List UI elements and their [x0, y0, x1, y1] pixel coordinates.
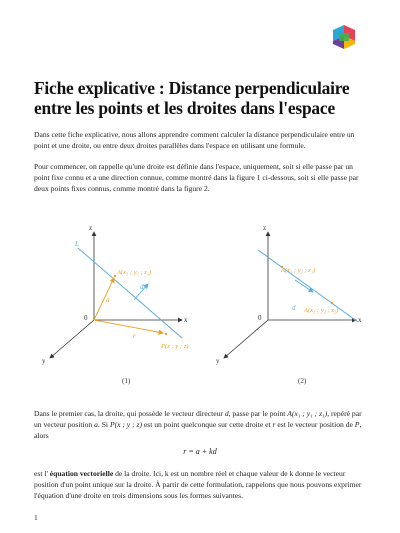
fig2-y-axis: [224, 320, 268, 358]
fig1-label-z: z: [89, 224, 93, 232]
fig1-label-r: r: [133, 332, 136, 340]
figure-1-caption: (1): [122, 377, 131, 385]
vector-a-symbol: a: [94, 419, 98, 429]
fig1-label-y: y: [42, 357, 46, 365]
fig2-vector-d: [295, 280, 313, 292]
page-number: 1: [34, 513, 38, 522]
fig1-label-origin: 0: [84, 314, 88, 322]
recall-paragraph: Pour commencer, on rappelle qu'une droite est définie dans l'espace, uniquement, soit si elle passe par un point fixe connu et a une direction connue, comme montré dans la figure 1 ci-dessous, soit si elle passe par deux points fixes connus, comme montré dans la figure 2.: [34, 162, 359, 193]
figure-1: [42, 224, 188, 365]
fig2-label-A2: A(x₂ ; y₂ ; z₂): [304, 307, 339, 314]
fig1-vector-a: [94, 278, 114, 320]
fig1-label-a: a: [106, 296, 110, 304]
fig2-label-x: x: [358, 316, 362, 324]
point-P-symbol: P(x ; y ; z): [109, 419, 142, 429]
figure-2-caption: (2): [298, 377, 307, 385]
nagwa-logo: [333, 25, 355, 49]
fig1-label-A: A(x₁ ; y₁ ; z₁): [117, 269, 152, 276]
fig2-label-A1: A(x₁ ; y₁ ; z₁): [281, 267, 316, 274]
figure-2: [216, 224, 362, 365]
fig1-label-L: L: [75, 240, 79, 248]
vector-equation: r = a + kd: [183, 447, 217, 456]
fig2-label-z: z: [263, 224, 267, 232]
first-case-paragraph: Dans le premier cas, la droite, qui possède le vecteur directeur d, passe par le point A(x₁ ; y₁ ; z₁), repéré par un vecteur position a. Si P(x ; y ; z) est un point quelconque sur cette droite et r est le vecteur position de P, alors: [34, 409, 362, 440]
fig1-label-d: d: [140, 283, 144, 291]
vector-equation-paragraph: est l' équation vectorielle de la droite. Ici, k est un nombre réel et chaque valeur de k donne le vecteur position d'un point unique sur la droite. À partir de cette formulation, rappelons que nous pouvons exprimer l'équation d'une droite en trois dimensions sous les formes suivantes.: [34, 469, 362, 500]
vector-d-symbol: d: [224, 409, 229, 418]
fig1-y-axis: [50, 320, 94, 358]
point-A-symbol: A(x₁ ; y₁ ; z₁): [287, 409, 328, 418]
vector-equation-term: équation vectorielle: [49, 469, 114, 478]
fig1-point-P: [165, 333, 167, 335]
intro-paragraph: Dans cette fiche explicative, nous allons apprendre comment calculer la distance perpendiculaire entre un point et une droite, ou entre deux droites parallèles dans l'espace en utilisant une formule.: [34, 130, 355, 150]
fig1-vector-r: [94, 320, 163, 333]
fig1-label-P: P(x ; y ; z): [161, 343, 189, 350]
page-title: Fiche explicative : Distance perpendiculaire entre les points et les droites dans l'espace: [34, 78, 350, 118]
fig2-label-d: d: [292, 304, 296, 312]
fig2-label-y: y: [216, 357, 220, 365]
fig2-label-origin: 0: [258, 314, 262, 322]
fig1-label-x: x: [184, 316, 188, 324]
fig2-point-A2: [331, 302, 333, 304]
fig1-point-A: [114, 275, 116, 277]
figures-diagram: [30, 210, 370, 400]
vector-r-symbol: r: [272, 419, 276, 429]
